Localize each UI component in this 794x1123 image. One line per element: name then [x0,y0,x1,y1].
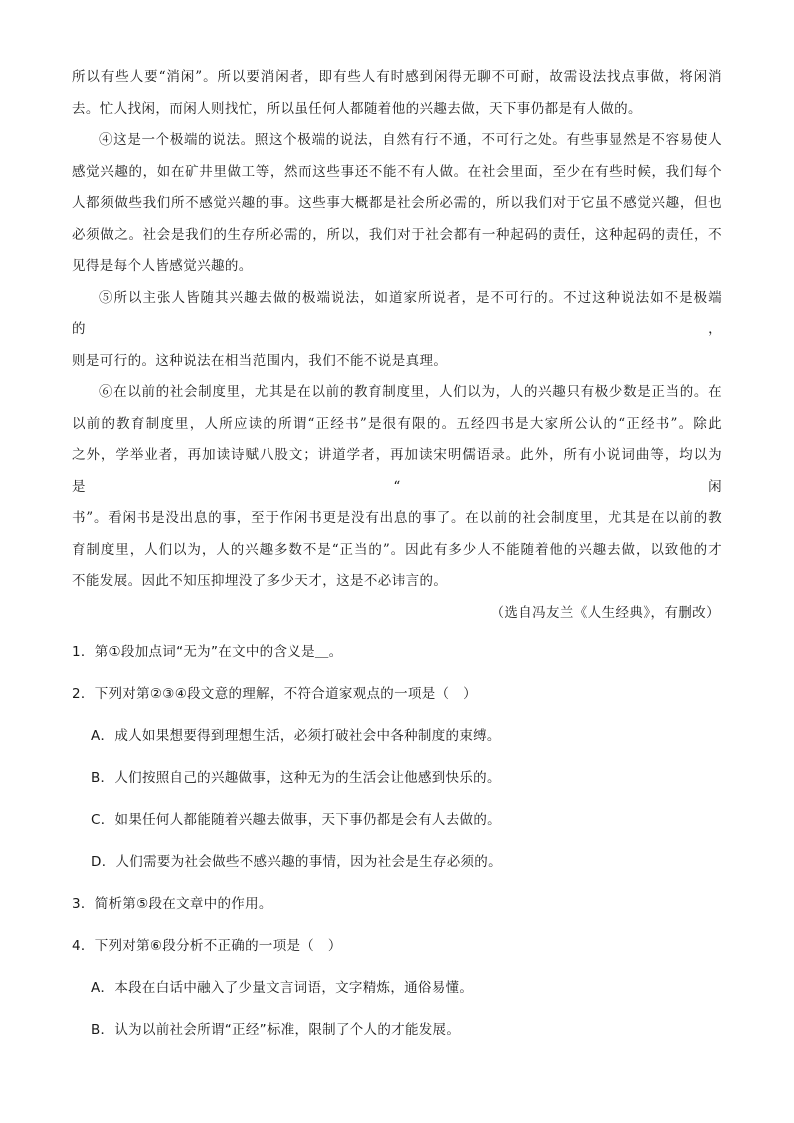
passage-line: ⑤所以主张人皆随其兴趣去做的极端说法，如道家所说者，是不可行的。不过这种说法如不是极端的， [72,289,722,337]
passage-line: 感觉兴趣的，如在矿井里做工等，然而这些事还不能不有人做。在社会里面，至少在有些时候，我们每个 [72,163,722,180]
question-4-text: 4．下列对第⑥段分析不正确的一项是（ ） [72,938,342,954]
passage-line: 必须做之。社会是我们的生存所必需的，所以，我们对于社会都有一种起码的责任，这种起码的责任，不 [72,226,722,243]
passage-line: ⑥在以前的社会制度里，尤其是在以前的教育制度里，人们以为，人的兴趣只有极少数是正当的。在 [99,384,722,400]
question-1-text: 1．第①段加点词“无为”在文中的含义是＿。 [72,644,343,660]
question-3 [72,894,722,914]
question-1 [72,642,722,662]
option-a: A．本段在白话中融入了少量文言词语，文字精炼，通俗易懂。 [91,980,474,996]
passage-line: 不能发展。因此不知压抑埋没了多少天才，这是不必讳言的。 [72,573,448,589]
document-page [72,62,722,1040]
passage-line: 以前的教育制度里，人所应读的所谓“正经书”是很有限的。五经四书是大家所公认的“正经书”。除此 [72,415,722,432]
passage-line: 人都须做些我们所不感觉兴趣的事。这些事大概都是社会所必需的，所以我们对于它虽不感觉兴趣，但也 [72,195,722,211]
passage-line: 见得是每个人皆感觉兴趣的。 [72,258,253,274]
option-b: B．人们按照自己的兴趣做事，这种无为的生活会让他感到快乐的。 [91,770,501,786]
option-a: A．成人如果想要得到理想生活，必须打破社会中各种制度的束缚。 [91,728,501,744]
passage-line: 所以有些人要“消闲”。所以要消闲者，即有些人有时感到闲得无聊不可耐，故需设法找点事做，将闲消 [72,69,722,85]
option-b: B．认为以前社会所谓“正经”标准，限制了个人的才能发展。 [91,1022,461,1038]
option-d: D．人们需要为社会做些不感兴趣的事情，因为社会是生存必须的。 [91,854,502,870]
question-3-text: 3．简析第⑤段在文章中的作用。 [72,896,273,912]
passage-line: 则是可行的。这种说法在相当范围内，我们不能不说是真理。 [72,352,448,369]
passage-source: （选自冯友兰《人生经典》，有删改） [490,604,720,621]
passage-line: 去。忙人找闲，而闲人则找忙，所以虽任何人都随着他的兴趣去做，天下事仍都是有人做的。 [72,100,642,117]
passage [72,62,722,598]
passage-line: 书”。看闲书是没出息的事，至于作闲书更是没有出息的事了。在以前的社会制度里，尤其是在以前的教 [72,510,722,526]
question-2 [72,684,722,872]
option-c: C．如果任何人都能随着兴趣去做事，天下事仍都是会有人去做的。 [91,812,501,828]
passage-line: 之外，学举业者，再加读诗赋八股文；讲道学者，再加读宋明儒语录。此外，所有小说词曲等，均以为是“闲 [72,447,722,495]
passage-line: 育制度里，人们以为，人的兴趣多数不是“正当的”。因此有多少人不能随着他的兴趣去做，以致他的才 [72,541,722,558]
question-4 [72,936,722,1040]
passage-line: ④这是一个极端的说法。照这个极端的说法，自然有行不通，不可行之处。有些事显然是不容易使人 [99,132,722,148]
question-2-text: 2．下列对第②③④段文意的理解，不符合道家观点的一项是（ ） [72,686,477,702]
